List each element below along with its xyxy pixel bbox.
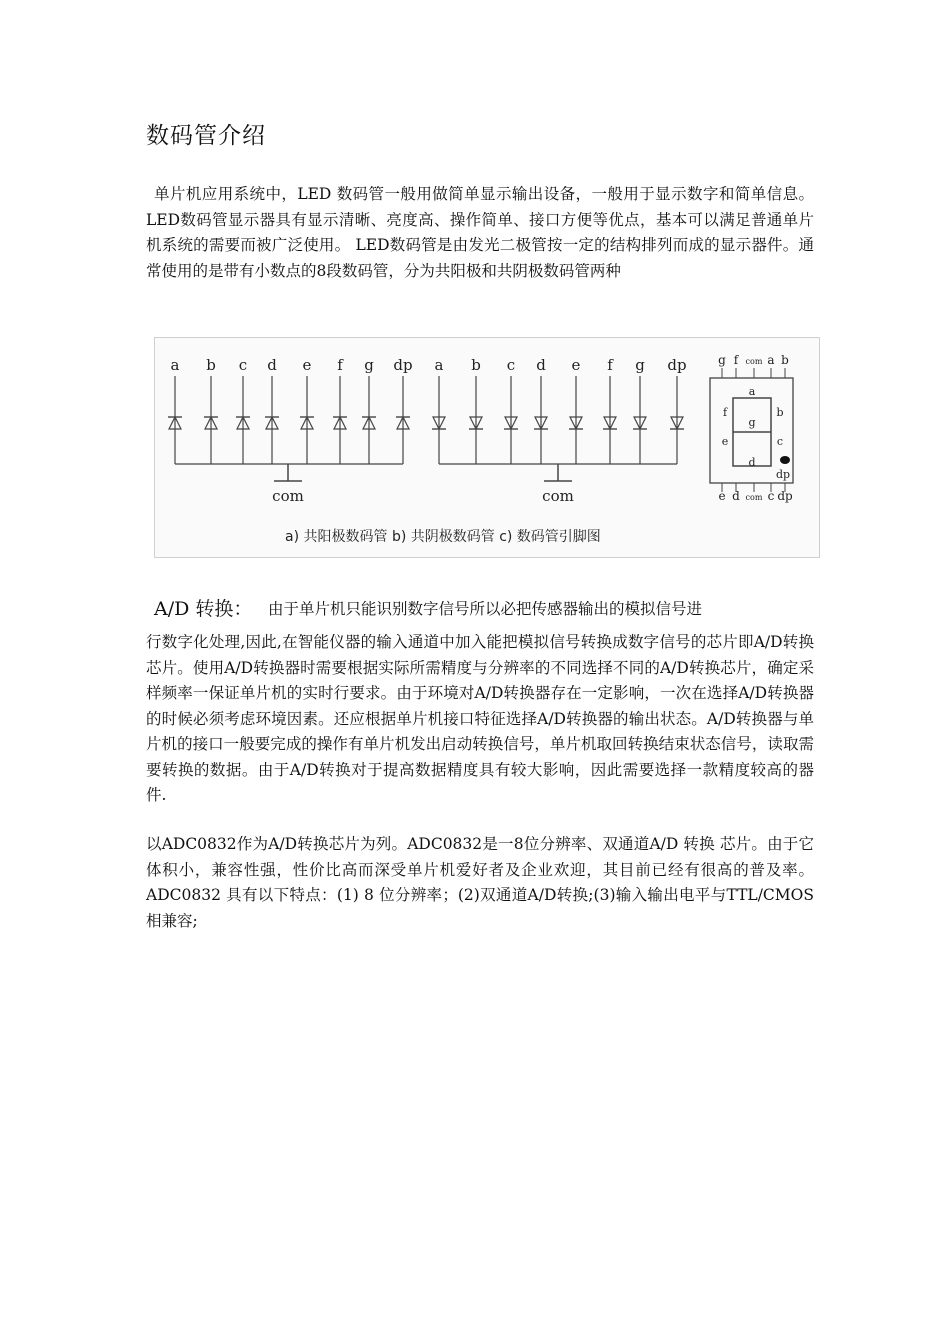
segment-label-dp: dp [775, 468, 791, 481]
led-diagram [155, 338, 819, 557]
segment-label-d: d [748, 456, 756, 469]
pin-top-label: b [781, 353, 789, 367]
pin-bottom-label: d [732, 489, 740, 503]
ad-paragraph: 行数字化处理,因此,在智能仪器的输入通道中加入能把模拟信号转换成数字信号的芯片即A/D转换芯片。使用A/D转换器时需要根据实际所需精度与分辨率的不同选择不同的A/D转换芯片，确定采样频率一保证单片机的实时行要求。由于环境对A/D转换器存在一定影响，一次在选择A/D转换器的时候必须考虑环境因素。还应根据单片机接口特征选择A/D转换器的输出状态。A/D转换器与单片机的接口一般要完成的操作有单片机发出启动转换信号，单片机取回转换结束状态信号，读取需要转换的数据。由于A/D转换对于提高数据精度具有较大影响，因此需要选择一款精度较高的器件. [146, 633, 814, 804]
anode-label-c: c [238, 356, 248, 374]
pin-top-label: f [733, 353, 739, 367]
figure-caption: a) 共阳极数码管 b) 共阴极数码管 c) 数码管引脚图 [285, 529, 601, 545]
pin-top-label: a [767, 353, 775, 367]
segment-label-a: a [748, 385, 756, 398]
anode-com-label: com [272, 487, 304, 505]
cathode-label-g: g [635, 356, 645, 374]
pin-bottom-label: e [718, 489, 726, 503]
cathode-label-d: d [536, 356, 546, 374]
adc0832-paragraph: 以ADC0832作为A/D转换芯片为列。ADC0832是一8位分辨率、双通道A/D 转换 芯片。由于它体积小，兼容性强，性价比高而深受单片机爱好者及企业欢迎，其目前已经有很高的普及率。ADC0832 具有以下特点：(1) 8 位分辨率；(2)双通道A/D转换;(3)输入输出电平与TTL/CMOS相兼容; [146, 835, 814, 930]
anode-label-f: f [337, 356, 343, 374]
decimal-point [780, 456, 790, 464]
intro-paragraph: 单片机应用系统中，LED 数码管一般用做简单显示输出设备，一般用于显示数字和简单信息。LED数码管显示器具有显示清晰、亮度高、操作简单、接口方便等优点，基本可以满足普通单片机系统的需要而被广泛使用。 LED数码管是由发光二极管按一定的结构排列而成的显示器件。通常使用的是带有小数点的8段数码管，分为共阳极和共阴极数码管两种 [146, 185, 814, 280]
pin-top-label: com [745, 357, 763, 366]
anode-label-g: g [364, 356, 374, 374]
cathode-label-b: b [471, 356, 481, 374]
segment-label-e: e [721, 435, 729, 448]
anode-label-a: a [170, 356, 180, 374]
segment-label-c: c [776, 435, 784, 448]
ad-heading: A/D 转换： [154, 598, 253, 620]
cathode-label-f: f [607, 356, 613, 374]
cathode-label-dp: dp [667, 356, 687, 374]
segment-label-b: b [776, 406, 784, 419]
cathode-com-label: com [542, 487, 574, 505]
led-digit-figure [154, 337, 820, 558]
page-title: 数码管介绍 [146, 123, 266, 149]
anode-label-e: e [302, 356, 312, 374]
pin-top-label: g [718, 353, 726, 367]
pin-bottom-label: c [767, 489, 775, 503]
anode-label-d: d [267, 356, 277, 374]
ad-first-line: 由于单片机只能识别数字信号所以必把传感器输出的模拟信号进 [268, 600, 703, 618]
pin-bottom-label: com [745, 493, 763, 502]
anode-label-b: b [206, 356, 216, 374]
segment-label-f: f [722, 406, 728, 419]
segment-label-g: g [748, 416, 756, 429]
anode-label-dp: dp [393, 356, 413, 374]
pin-bottom-label: dp [777, 489, 793, 503]
cathode-label-a: a [434, 356, 444, 374]
cathode-label-c: c [506, 356, 516, 374]
cathode-label-e: e [571, 356, 581, 374]
